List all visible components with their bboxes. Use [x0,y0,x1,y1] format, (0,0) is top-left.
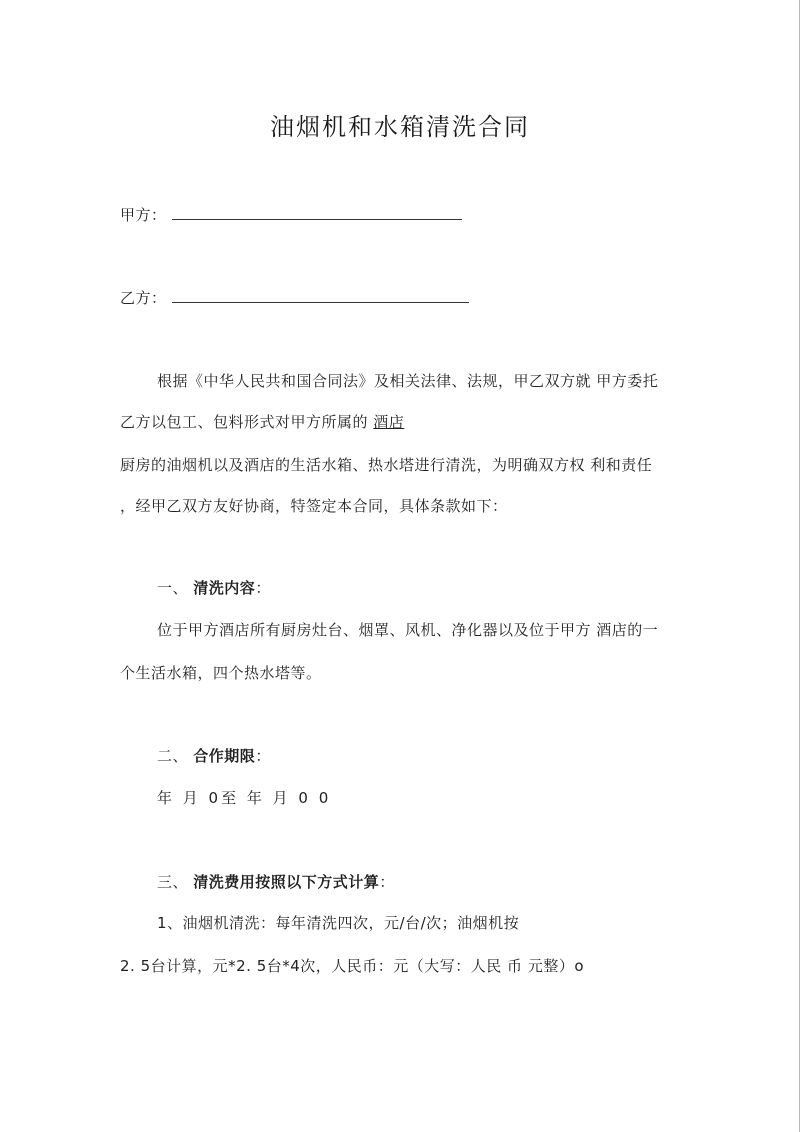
document-title: 油烟机和水箱清洗合同 [270,113,530,141]
section-2-line-1: 年 月 0至 年 月 0 0 [157,789,332,807]
section-1-colon: ： [255,579,271,597]
preamble-line-2 [120,412,404,432]
section-2-heading [157,746,271,766]
section-1-heading [157,578,271,598]
section-1-number: 一、 [157,579,189,597]
party-b-line [120,288,469,308]
section-1-line-2: 个生活水箱，四个热水塔等。 [120,664,322,682]
section-2-title: 合作期限 [193,747,256,765]
section-2-number: 二、 [157,747,189,765]
section-2-colon: ： [255,747,271,765]
party-b-label: 乙方： [120,289,167,307]
preamble-line-2-text: 乙方以包工、包料形式对甲方所属的 [120,413,369,431]
party-a-label: 甲方： [120,206,167,224]
section-3-colon: ： [379,873,395,891]
party-a-line [120,205,462,225]
section-3-heading [157,872,395,892]
section-3-line-2: 2. 5台计算，元*2. 5台*4次，人民币：元（大写：人民 币 元整）o [120,957,585,975]
preamble-line-1: 根据《中华人民共和国合同法》及相关法律、法规，甲乙双方就 甲方委托 [157,372,659,390]
section-3-line-1: 1、油烟机清洗：每年清洗四次，元/台/次；油烟机按 [157,914,520,932]
section-3-number: 三、 [157,873,189,891]
section-1-line-1: 位于甲方酒店所有厨房灶台、烟罩、风机、净化器以及位于甲方 酒店的一 [157,621,659,639]
hotel-underlined: 酒店 [373,413,405,431]
party-b-blank [172,288,469,303]
preamble-line-3: 厨房的油烟机以及酒店的生活水箱、热水塔进行清洗，为明确双方权 利和责任 [120,456,653,474]
preamble-line-4: ，经甲乙双方友好协商，特签定本合同，具体条款如下： [120,497,508,515]
section-1-title: 清洗内容 [193,579,256,597]
party-a-blank [172,205,462,220]
section-3-title: 清洗费用按照以下方式计算 [193,873,380,891]
